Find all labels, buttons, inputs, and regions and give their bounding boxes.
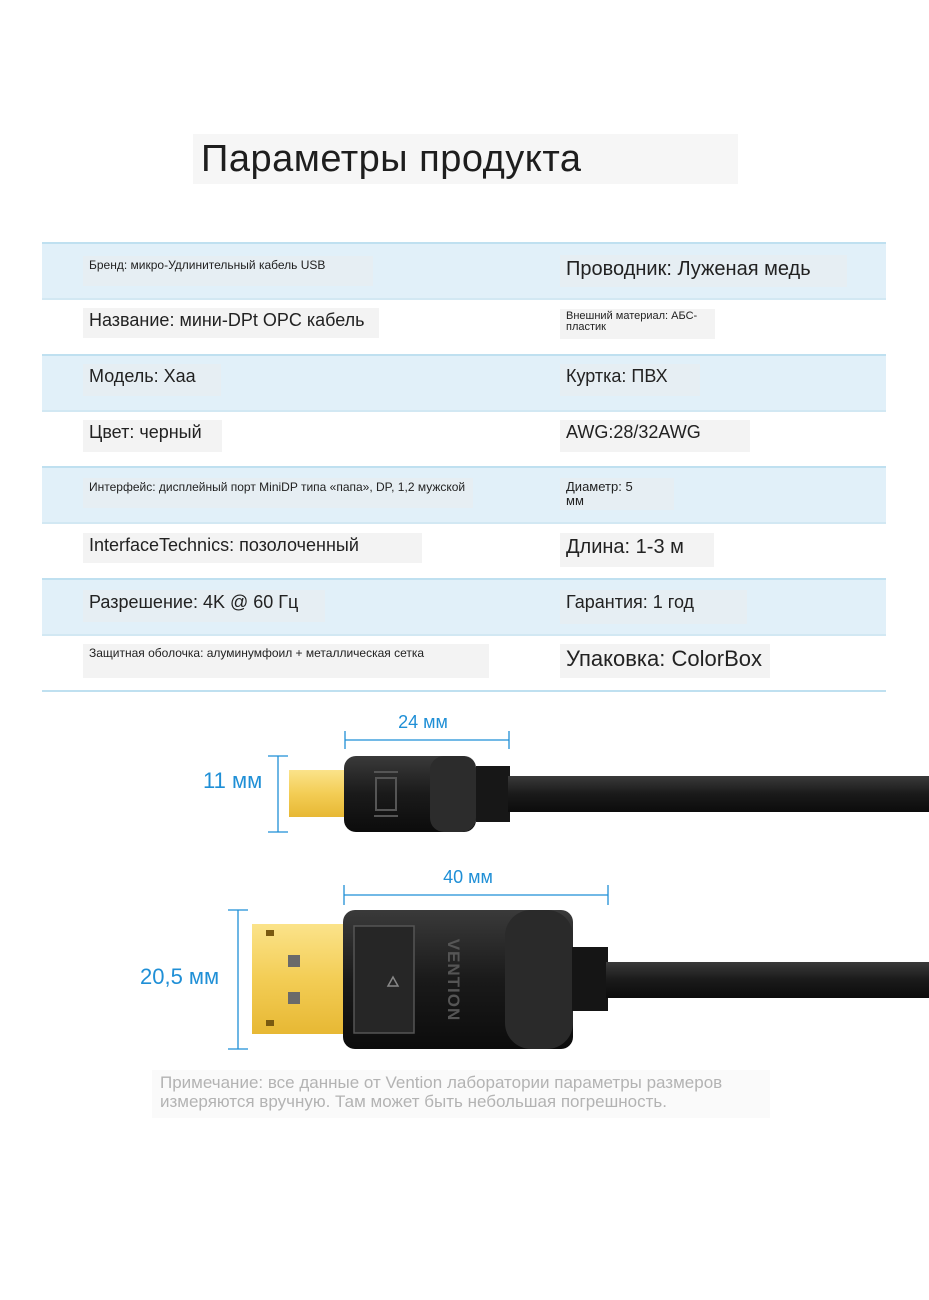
spec-jacket: Куртка: ПВХ (560, 364, 700, 396)
spec-packaging: Упаковка: ColorBox (560, 644, 770, 678)
spec-row (42, 578, 886, 634)
measurement-note (152, 1070, 770, 1118)
spec-interface: Интерфейс: дисплейный порт MiniDP типа «папа», DP, 1,2 мужской (83, 478, 473, 508)
spec-diameter (560, 478, 674, 510)
spec-table (42, 242, 886, 692)
spec-row (42, 298, 886, 354)
connector-drawing (0, 690, 929, 1070)
spec-awg: AWG:28/32AWG (560, 420, 750, 452)
spec-color: Цвет: черный (83, 420, 222, 452)
mini-width-label: 24 мм (398, 712, 448, 732)
spec-conductor: Проводник: Луженая медь (560, 255, 847, 287)
mini-height-dimension (268, 756, 288, 832)
spec-outer-material-line1: Внешний материал: АБС- (566, 310, 698, 322)
spec-row (42, 242, 886, 298)
dp-height-label: 20,5 мм (140, 964, 220, 989)
spec-row (42, 410, 886, 466)
spec-resolution: Разрешение: 4K @ 60 Гц (83, 590, 325, 622)
dp-connector (252, 910, 929, 1049)
spec-outer-material (560, 309, 715, 339)
spec-row (42, 522, 886, 578)
spec-warranty: Гарантия: 1 год (560, 590, 747, 624)
dp-height-dimension (228, 910, 248, 1049)
spec-shield: Защитная оболочка: алуминумфоил + металлическая сетка (83, 644, 489, 678)
spec-row (42, 466, 886, 522)
spec-interface-technics: InterfaceTechnics: позолоченный (83, 533, 422, 563)
mini-dp-connector (289, 756, 929, 832)
title-box (193, 134, 738, 184)
dp-width-label: 40 мм (443, 867, 493, 887)
spec-length: Длина: 1-3 м (560, 533, 714, 567)
spec-row (42, 634, 886, 692)
spec-outer-material-line2: пластик (566, 321, 606, 333)
page-title: Параметры продукта (201, 138, 582, 180)
mini-width-dimension (345, 731, 509, 749)
note-line-2: измеряются вручную. Там может быть небольшая погрешность. (160, 1091, 667, 1111)
dp-width-dimension (344, 885, 608, 905)
dimension-diagram (0, 690, 929, 1070)
spec-name: Название: мини-DPt OPC кабель (83, 308, 379, 338)
mini-height-label: 11 мм (203, 768, 263, 793)
spec-diameter-line2: мм (566, 492, 584, 508)
note-line-1: Примечание: все данные от Vention лаборатории параметры размеров (160, 1073, 723, 1092)
spec-row (42, 354, 886, 410)
brand-mark: VENTION (444, 938, 463, 1022)
spec-brand: Бренд: микро-Удлинительный кабель USB (83, 256, 373, 286)
spec-model: Модель: Xaa (83, 364, 221, 396)
spec-diameter-line1: Диаметр: 5 (566, 479, 633, 494)
